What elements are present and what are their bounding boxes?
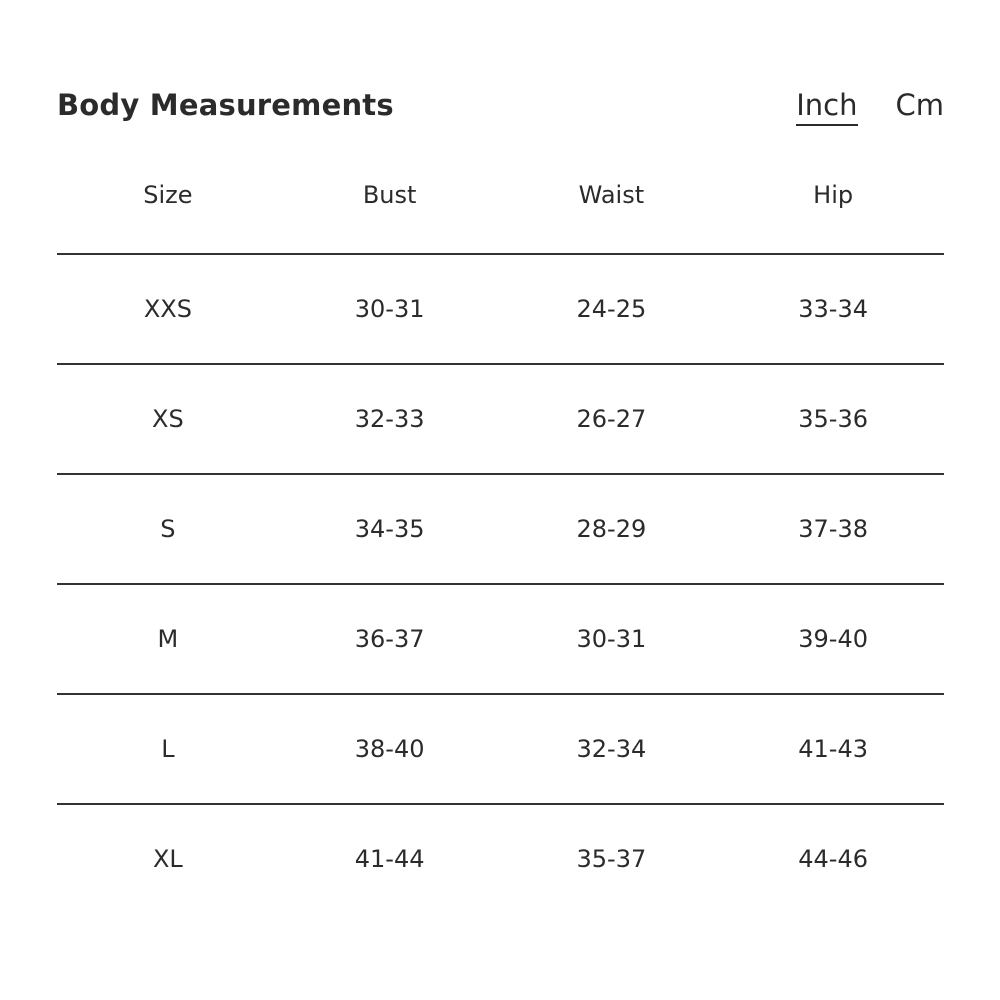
hip-cell: 44-46 [798, 845, 868, 873]
size-cell: L [161, 735, 175, 763]
waist-cell: 28-29 [576, 515, 647, 543]
bust-cell: 32-33 [354, 405, 425, 433]
table-row [57, 695, 944, 805]
column-header-size: Size [143, 181, 193, 209]
waist-cell: 24-25 [576, 295, 647, 323]
unit-tab-cm[interactable]: Cm [895, 88, 944, 122]
table-row [57, 365, 944, 475]
hip-cell: 41-43 [798, 735, 868, 763]
bust-cell: 41-44 [354, 845, 425, 873]
size-chart-header [57, 84, 944, 132]
table-row [57, 805, 944, 913]
bust-cell: 38-40 [354, 735, 425, 763]
size-cell: S [160, 515, 176, 543]
table-row [57, 475, 944, 585]
hip-cell: 35-36 [798, 405, 868, 433]
column-header-hip: Hip [813, 181, 854, 209]
table-row [57, 255, 944, 365]
bust-cell: 34-35 [354, 515, 425, 543]
waist-cell: 30-31 [576, 625, 647, 653]
size-cell: XL [152, 845, 183, 873]
table-row [57, 585, 944, 695]
measurements-table [57, 145, 944, 913]
size-cell: XS [152, 405, 184, 433]
bust-cell: 36-37 [354, 625, 425, 653]
hip-cell: 33-34 [798, 295, 868, 323]
size-cell: XXS [143, 295, 192, 323]
column-header-waist: Waist [578, 181, 645, 209]
bust-cell: 30-31 [354, 295, 425, 323]
hip-cell: 39-40 [798, 625, 868, 653]
size-cell: M [157, 625, 179, 653]
waist-cell: 35-37 [576, 845, 647, 873]
hip-cell: 37-38 [798, 515, 868, 543]
unit-tab-inch[interactable]: Inch [796, 88, 857, 126]
table-header-row [57, 145, 944, 255]
page-title: Body Measurements [57, 88, 394, 122]
waist-cell: 32-34 [576, 735, 647, 763]
waist-cell: 26-27 [576, 405, 647, 433]
unit-toggle [796, 88, 944, 126]
column-header-bust: Bust [362, 181, 417, 209]
